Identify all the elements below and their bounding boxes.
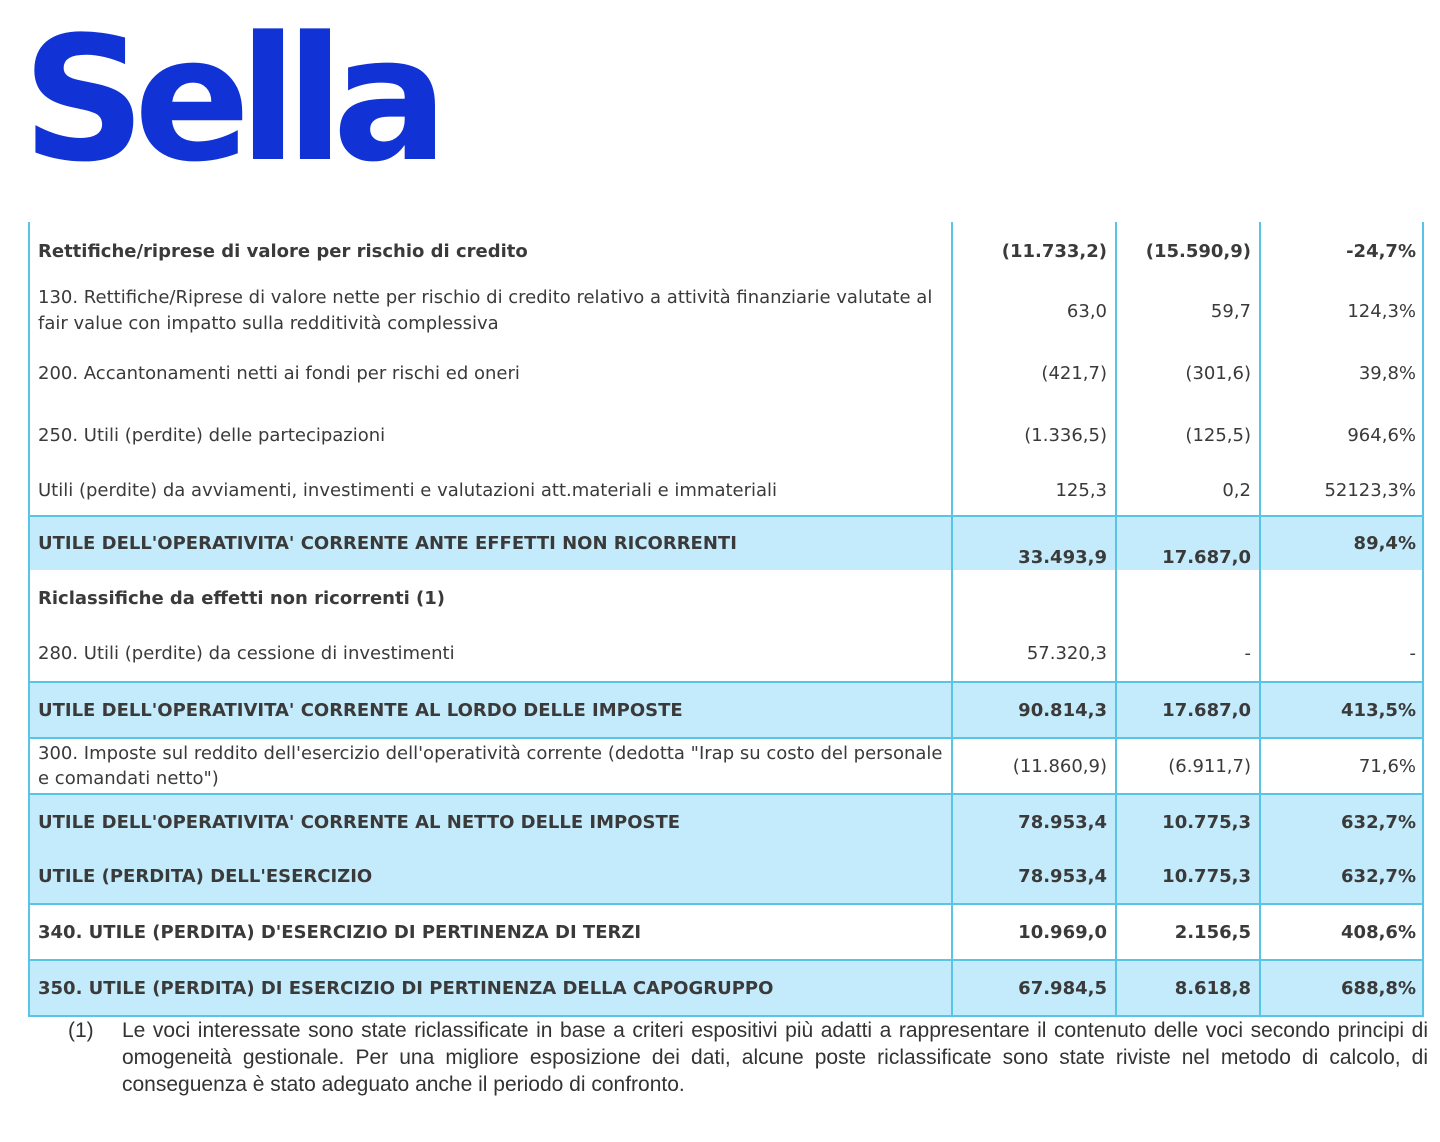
row-label: 300. Imposte sul reddito dell'esercizio dell'operatività corrente (dedotta "Irap su costo del personale e comandati netto") bbox=[28, 738, 952, 794]
sella-logo: Sella bbox=[22, 0, 437, 200]
value-change: 632,7% bbox=[1260, 794, 1424, 850]
table-row-highlight bbox=[28, 682, 1424, 738]
table-row-highlight bbox=[28, 960, 1424, 1016]
value-previous: (6.911,7) bbox=[1116, 738, 1260, 794]
row-label: Utili (perdite) da avviamenti, investimenti e valutazioni att.materiali e immateriali bbox=[38, 480, 778, 501]
footnote-text: Le voci interessate sono state riclassificate in base a criteri espositivi più adatti a rappresentare il contenuto delle voci secondo principi di omogeneità gestionale. Per una migliore esposizione dei dati, alcune poste riclassificate sono state riviste nel metodo di calcolo, di conseguenza è stato adeguato anche il periodo di confronto. bbox=[122, 1019, 1428, 1096]
table-row-highlight bbox=[28, 516, 1424, 570]
value-previous: 10.775,3 bbox=[1116, 850, 1260, 904]
income-statement-table bbox=[28, 222, 1424, 1017]
value-previous: (301,6) bbox=[1116, 342, 1260, 404]
table-row-highlight bbox=[28, 794, 1424, 850]
value-current bbox=[952, 570, 1116, 626]
table-row bbox=[28, 342, 1424, 404]
value-previous: 17.687,0 bbox=[1116, 516, 1260, 570]
table-row bbox=[28, 222, 1424, 280]
value-previous: 10.775,3 bbox=[1116, 794, 1260, 850]
value-change: - bbox=[1260, 626, 1424, 682]
row-label: UTILE (PERDITA) DELL'ESERCIZIO bbox=[28, 850, 952, 904]
row-label: Rettifiche/riprese di valore per rischio di credito bbox=[38, 240, 528, 262]
table-row bbox=[28, 466, 1424, 516]
row-label: UTILE DELL'OPERATIVITA' CORRENTE AL NETTO DELLE IMPOSTE bbox=[28, 794, 952, 850]
value-change: 124,3% bbox=[1260, 280, 1424, 342]
row-label: 250. Utili (perdite) delle partecipazioni bbox=[38, 424, 386, 446]
row-label: 280. Utili (perdite) da cessione di investimenti bbox=[38, 643, 455, 664]
value-change: 688,8% bbox=[1260, 960, 1424, 1016]
value-change: 52123,3% bbox=[1260, 466, 1424, 516]
value-current: 78.953,4 bbox=[952, 794, 1116, 850]
row-label: 200. Accantonamenti netti ai fondi per rischi ed oneri bbox=[38, 362, 520, 384]
row-label: 130. Rettifiche/Riprese di valore nette per rischio di credito relativo a attività finanziarie valutate al fair value con impatto sulla redditività complessiva bbox=[38, 287, 933, 334]
value-current: 125,3 bbox=[952, 466, 1116, 516]
value-previous: (125,5) bbox=[1116, 404, 1260, 466]
row-label: 350. UTILE (PERDITA) DI ESERCIZIO DI PERTINENZA DELLA CAPOGRUPPO bbox=[28, 960, 952, 1016]
table-row bbox=[28, 626, 1424, 682]
value-change: 71,6% bbox=[1260, 738, 1424, 794]
value-change: 408,6% bbox=[1260, 904, 1424, 960]
row-label: Riclassifiche da effetti non ricorrenti (1) bbox=[38, 587, 445, 609]
table-row-highlight bbox=[28, 850, 1424, 904]
value-current: 90.814,3 bbox=[952, 682, 1116, 738]
value-current: (1.336,5) bbox=[952, 404, 1116, 466]
table-row bbox=[28, 570, 1424, 626]
table-row bbox=[28, 404, 1424, 466]
value-current: 67.984,5 bbox=[952, 960, 1116, 1016]
value-previous: 2.156,5 bbox=[1116, 904, 1260, 960]
footnote bbox=[68, 1017, 1428, 1098]
value-current: 57.320,3 bbox=[952, 626, 1116, 682]
value-change: 632,7% bbox=[1260, 850, 1424, 904]
value-current: 33.493,9 bbox=[952, 516, 1116, 570]
value-change bbox=[1260, 570, 1424, 626]
table-row bbox=[28, 904, 1424, 960]
value-previous: 8.618,8 bbox=[1116, 960, 1260, 1016]
row-label: UTILE DELL'OPERATIVITA' CORRENTE AL LORDO DELLE IMPOSTE bbox=[28, 682, 952, 738]
value-change: 89,4% bbox=[1260, 516, 1424, 570]
table-row bbox=[28, 738, 1424, 794]
value-previous bbox=[1116, 570, 1260, 626]
table-row bbox=[28, 280, 1424, 342]
footnote-mark: (1) bbox=[68, 1019, 94, 1042]
value-previous: 17.687,0 bbox=[1116, 682, 1260, 738]
value-current: 10.969,0 bbox=[952, 904, 1116, 960]
value-change: 39,8% bbox=[1260, 342, 1424, 404]
row-label: 340. UTILE (PERDITA) D'ESERCIZIO DI PERTINENZA DI TERZI bbox=[28, 904, 952, 960]
value-current: (421,7) bbox=[952, 342, 1116, 404]
value-change: 413,5% bbox=[1260, 682, 1424, 738]
value-current: 78.953,4 bbox=[952, 850, 1116, 904]
value-previous: (15.590,9) bbox=[1116, 222, 1260, 280]
value-previous: 59,7 bbox=[1116, 280, 1260, 342]
value-previous: 0,2 bbox=[1116, 466, 1260, 516]
value-previous: - bbox=[1116, 626, 1260, 682]
value-change: 964,6% bbox=[1260, 404, 1424, 466]
value-current: (11.733,2) bbox=[952, 222, 1116, 280]
value-current: (11.860,9) bbox=[952, 738, 1116, 794]
value-change: -24,7% bbox=[1260, 222, 1424, 280]
value-current: 63,0 bbox=[952, 280, 1116, 342]
row-label: UTILE DELL'OPERATIVITA' CORRENTE ANTE EFFETTI NON RICORRENTI bbox=[28, 516, 952, 570]
